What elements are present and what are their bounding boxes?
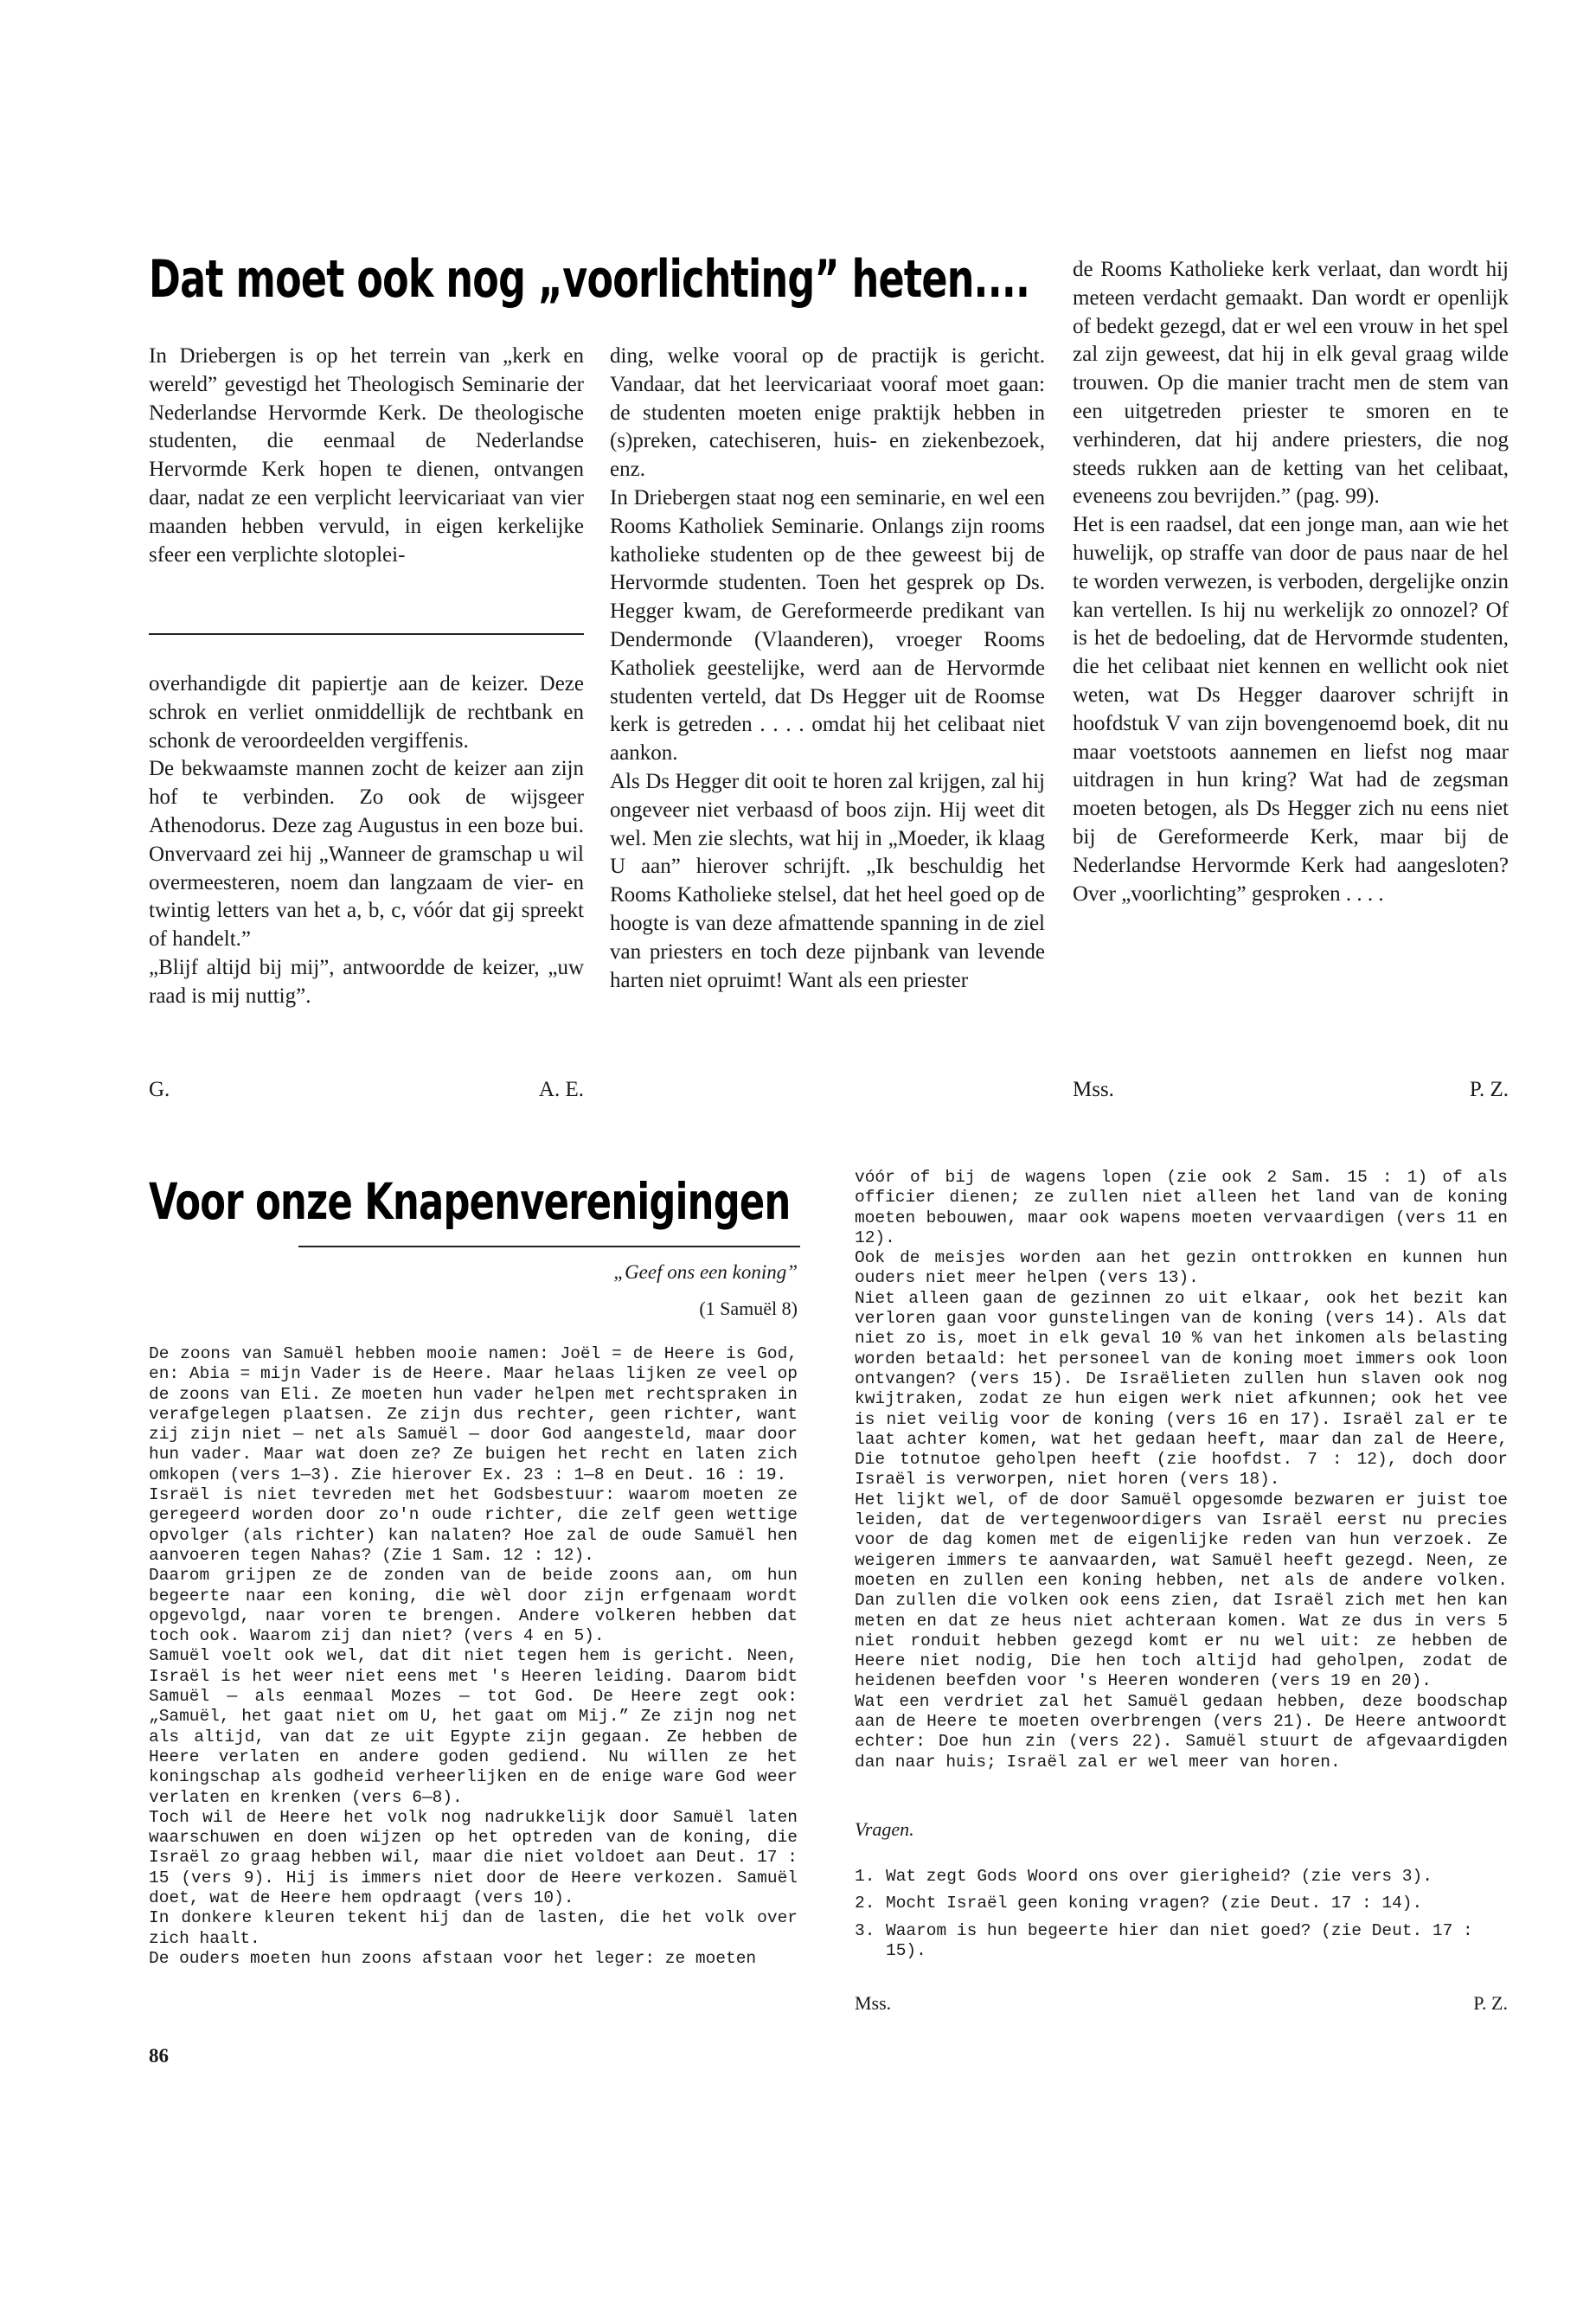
article2-title-underline [298,1246,800,1247]
paragraph: Ook de meisjes worden aan het gezin onttrokken en kunnen hun ouders niet meer helpen (vers 13). [855,1248,1508,1288]
signature-right: A. E. [538,1078,584,1101]
paragraph: ding, welke vooral op de practijk is gericht. Vandaar, dat het leervicariaat vooraf moet gaan: de studenten moeten enige praktijk hebben in (s)preken, catechiseren, huis- en ziekenbezoek, enz. [610,344,1045,482]
article1-divider [149,633,584,635]
question-item [855,1867,1508,1887]
article2-signature [855,1992,1508,2015]
paragraph: De bekwaamste mannen zocht de keizer aan zijn hof te verbinden. Zo ook de wijsgeer Athenodorus. Deze zag Augustus in een boze bui. Onvervaard zei hij „Wanneer de gramschap u wil overmeesteren, noem dan langzaam de vier- en twintig letters van het a, b, c, vóór dat gij spreekt of handelt.” [149,757,584,952]
questions-list [855,1867,1508,1968]
article2-col1 [149,1344,798,1969]
question-item [855,1921,1508,1962]
paragraph: In donkere kleuren tekent hij dan de lasten, die het volk over zich haalt. [149,1908,798,1948]
article1-col1b [149,670,584,1011]
questions-label: Vragen. [855,1818,914,1840]
paragraph: Het is een raadsel, dat een jonge man, aan wie het huwelijk, op straffe van door de paus naar de hel te worden verwezen, is verboden, dergelijke onzin kan vertellen. Is hij nu werkelijk zo onnozel? Of is het de bedoeling, dat de Hervormde studenten, die het celibaat niet kennen en wellicht ook niet weten, wat Ds Hegger daarover schrijft in hoofdstuk V van zijn bovengenoemd boek, dit nu maar voetstoots aannemen en liefst nog maar uitdragen in hun kring? Wat had de zegsman moeten betogen, als Ds Hegger zich nu eens niet bij de Gereformeerde Kerk, maar bij de Nederlandse Hervormde Kerk had aangesloten? Over „voorlichting” gesproken . . . . [1073,513,1509,906]
paragraph: Het lijkt wel, of de door Samuël opgesomde bezwaren er juist toe leiden, dat de vertegenwoordigers van Israël eerst nu precies voor de dag komen met de eigenlijke reden van hun verzoek. Ze weigeren immers te aanvaarden, wat Samuël heeft gezegd. Neen, ze moeten en zullen een koning hebben, net als de andere volken. Dan zullen die volken ook eens zien, dat Israël zich met hen kan meten en dat ze heus niet achteraan komen. Wat ze dus in vers 5 niet ronduit hebben gezegd komt er nu wel uit: ze hebben de Heere niet nodig, Die hen toch altijd had geholpen, zodat de heidenen beefden voor 's Heeren wonderen (vers 19 en 20). [855,1490,1508,1691]
signature-right: P. Z. [1469,1078,1509,1101]
paragraph: de Rooms Katholieke kerk verlaat, dan wordt hij meteen verdacht gemaakt. Dan wordt er openlijk of bedekt gezegd, dat er wel een vrouw in het spel zal zijn geweest, dat hij in elk geval graag wilde trouwen. Op die manier tracht men de stem van een uitgetreden priester te smoren en te verhinderen, dat hij andere priesters, die nog steeds rukken aan de ketting van het celibaat, eveneens zou bevrijden.” (pag. 99). [1073,258,1509,509]
article1-col3-signature [1073,1078,1509,1102]
article1-col3 [1073,256,1509,908]
paragraph: „Blijf altijd bij mij”, antwoordde de keizer, „uw raad is mij nuttig”. [149,955,584,1008]
question-number: 1. [855,1867,875,1886]
paragraph: In Driebergen is op het terrein van „kerk en wereld” gevestigd het Theologisch Seminarie der Nederlandse Hervormde Kerk. De theologische studenten, die eenmaal de Nederlandse Hervormde Kerk hopen te dienen, ontvangen daar, nadat ze een verplicht leervicariaat van vier maanden hebben vervuld, in eigen kerkelijke sfeer een verplichte slotoplei- [149,344,584,567]
paragraph: Daarom grijpen ze de zonden van de beide zoons aan, om hun begeerte naar een koning, die wèl door zijn erfgenaam wordt opgevolgd, naar voren te brengen. Andere volkeren hebben dat toch ook. Waarom zij dan niet? (vers 4 en 5). [149,1566,798,1646]
page-number: 86 [149,2045,169,2067]
article1-col2 [610,343,1045,995]
paragraph: Samuël voelt ook wel, dat dit niet tegen hem is gericht. Neen, Israël is het weer niet eens met 's Heeren leiding. Daarom bidt Samuël — als eenmaal Mozes — tot God. De Heere zegt ook: „Samuël, het gaat niet om U, het gaat om Mij.” Ze zijn nog net als altijd, van dat ze uit Egypte zijn gegaan. Ze hebben de Heere verlaten en andere goden gediend. Nu willen ze het koningschap als godheid verheerlijken en de enige ware God weer verlaten en krenken (vers 6—8). [149,1646,798,1807]
article2-title: Voor onze Knapenverenigingen [149,1172,791,1231]
article2-quote: „Geef ons een koning” [613,1261,798,1283]
signature-right: P. Z. [1473,1992,1508,2014]
paragraph: Israël is niet tevreden met het Godsbestuur: waarom moeten ze geregeerd worden door zo'n oude richter, die zelf geen wettige opvolger (als richter) kan nalaten? Hoe zal de oude Samuël hen aanvoeren tegen Nahas? (Zie 1 Sam. 12 : 12). [149,1485,798,1565]
paragraph: overhandigde dit papiertje aan de keizer. Deze schrok en verliet onmiddellijk de rechtbank en schonk de veroordeelden vergiffenis. [149,672,584,753]
paragraph: De zoons van Samuël hebben mooie namen: Joël = de Heere is God, en: Abia = mijn Vader is de Heere. Maar helaas lijken ze veel op de zoons van Eli. Ze moeten hun vader helpen met rechtspraken in verafgelegen plaatsen. Ze zijn dus rechter, geen richter, want zij zijn niet — net als Samuël — door God aangesteld, maar door hun vader. Maar wat doen ze? Ze buigen het recht en laten zich omkopen (vers 1—3). Zie hierover Ex. 23 : 1—8 en Deut. 16 : 19. [149,1344,798,1484]
question-text: Waarom is hun begeerte hier dan niet goed? (zie Deut. 17 : 15). [886,1920,1473,1960]
signature-left: G. [149,1078,170,1101]
article2-col2 [855,1168,1508,1772]
article1-title: Dat moet ook nog „voorlichting” heten.... [149,249,1030,310]
paragraph: Niet alleen gaan de gezinnen zo uit elkaar, ook het bezit kan verloren gaan voor gunstelingen van de koning (vers 14). Als dat niet zo is, moet in elk geval 10 % van het inkomen als belasting worden betaald: het personeel van de koning moet immers ook loon ontvangen? (vers 15). De Israëlieten zullen hun slaven ook nog kwijtraken, zodat ze hun eigen werk niet afkunnen; ook het vee is niet veilig voor de koning (vers 16 en 17). Israël zal er te laat achter komen, wat het gedaan heeft, maar dan zal de Heere, Die totnutoe geholpen heeft (zie hoofdst. 7 : 12), doch door Israël is verworpen, niet horen (vers 18). [855,1288,1508,1490]
paragraph: Toch wil de Heere het volk nog nadrukkelijk door Samuël laten waarschuwen en doen wijzen op het optreden van de koning, die Israël zo graag hebben wil, maar die niet voldoet aan Deut. 17 : 15 (vers 9). Hij is immers niet door de Heere verkozen. Samuël doet, wat de Heere hem opdraagt (vers 10). [149,1807,798,1908]
paragraph: De ouders moeten hun zoons afstaan voor het leger: ze moeten [149,1948,757,1968]
paragraph: Als Ds Hegger dit ooit te horen zal krijgen, zal hij ongeveer niet verbaasd of boos zijn. Hij weet dit wel. Men zie slechts, wat hij in „Moeder, ik klaag U aan” hierover schrijft. „Ik beschuldig het Rooms Katholieke stelsel, dat het heel goed op de hoogte is van deze afmattende spanning in de ziel van priesters en toch deze pijnbank van levende harten niet opruimt! Want als een priester [610,769,1045,992]
question-text: Mocht Israël geen koning vragen? (zie Deut. 17 : 14). [886,1894,1423,1913]
paragraph: Wat een verdriet zal het Samuël gedaan hebben, deze boodschap aan de Heere te moeten overbrengen (vers 21). De Heere antwoordt echter: Doe hun zin (vers 22). Samuël stuurt de afgevaardigden dan naar huis; Israël zal er wel meer van horen. [855,1691,1508,1772]
question-item [855,1894,1508,1913]
article2-quote-ref: (1 Samuël 8) [699,1298,798,1319]
paragraph: vóór of bij de wagens lopen (zie ook 2 Sam. 15 : 1) of als officier dienen; ze zullen niet alleen het land van de koning moeten bebouwen, maar ook wapens moeten vervaardigen (vers 11 en 12). [855,1168,1508,1247]
paragraph: In Driebergen staat nog een seminarie, en wel een Rooms Katholiek Seminarie. Onlangs zijn rooms katholieke studenten op de thee geweest bij de Hervormde studenten. Toen het gesprek op Ds. Hegger kwam, de Gereformeerde predikant van Dendermonde (Vlaanderen), vroeger Rooms Katholiek geestelijke, werd aan de Hervormde studenten verteld, dat Ds Hegger uit de Roomse kerk is getreden . . . . omdat hij het celibaat niet aankon. [610,485,1045,766]
question-number: 3. [855,1920,875,1940]
question-number: 2. [855,1894,875,1913]
signature-left: Mss. [1073,1078,1114,1101]
article1-col1 [149,343,584,569]
question-text: Wat zegt Gods Woord ons over gierigheid? (zie vers 3). [886,1867,1433,1886]
signature-left: Mss. [855,1992,892,2014]
article1-col1b-signature [149,1078,584,1102]
